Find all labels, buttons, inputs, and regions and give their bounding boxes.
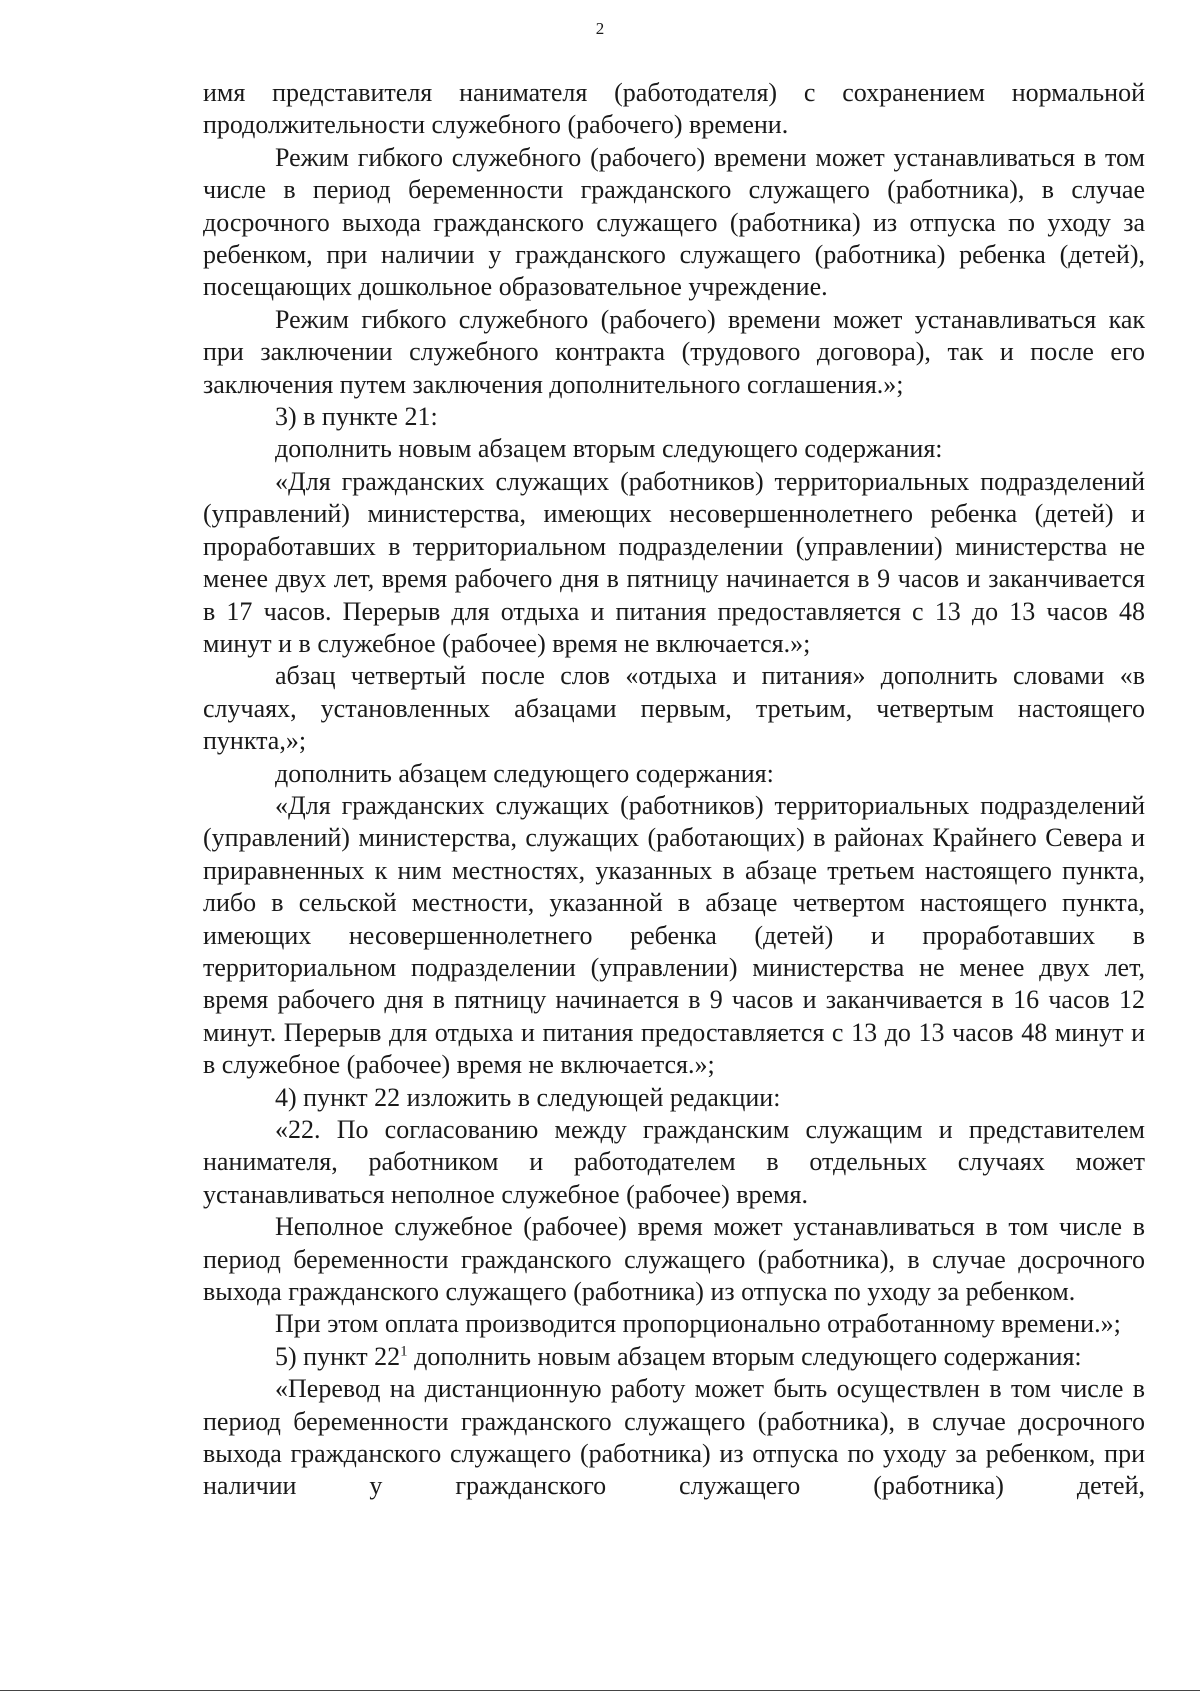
paragraph-1: имя представителя нанимателя (работодателя) с сохранением нормальной продолжительности служебного (рабочего) времени. [203,78,1145,140]
paragraph-15: «Перевод на дистанционную работу может быть осуществлен в том числе в период беременности гражданского служащего (работника), в случае досрочного выхода гражданского служащего (работника) из отпуска по уходу за ребенком, при наличии у гражданского служащего (работника) детей, [203,1374,1145,1501]
paragraph-14-before: 5) пункт 22 [275,1341,401,1371]
paragraph-6: «Для гражданских служащих (работников) территориальных подразделений (управлений) министерства, имеющих несовершеннолетнего ребенка (детей) и проработавших в территориальном подразделении (управлении) министерства не менее двух лет, время рабочего дня в пятницу начинается в 9 часов и заканчивается в 17 часов. Перерыв для отдыха и питания предоставляется с 13 до 13 часов 48 минут и в служебное (рабочее) время не включается.»; [203,466,1145,658]
paragraph-5: дополнить новым абзацем вторым следующего содержания: [275,434,943,464]
paragraph-14-after: дополнить новым абзацем вторым следующего содержания: [407,1341,1082,1371]
paragraph-14 [203,1341,1145,1373]
paragraph-9: «Для гражданских служащих (работников) территориальных подразделений (управлений) министерства, служащих (работающих) в районах Крайнего Севера и приравненных к ним местностях, указанных в абзаце третьем настоящего пункта, либо в сельской местности, указанной в абзаце четвертом настоящего пункта, имеющих несовершеннолетнего ребенка (детей) и проработавших в территориальном подразделении (управлении) министерства не менее двух лет, время рабочего дня в пятницу начинается в 9 часов и заканчивается в 16 часов 12 минут. Перерыв для отдыха и питания предоставляется с 13 до 13 часов 48 минут и в служебное (рабочее) время не включается.»; [203,790,1145,1080]
paragraph-13: При этом оплата производится пропорционально отработанному времени.»; [275,1309,1121,1339]
paragraph-8: дополнить абзацем следующего содержания: [275,758,774,788]
paragraph-12: Неполное служебное (рабочее) время может устанавливаться в том числе в период беременности гражданского служащего (работника), в случае досрочного выхода гражданского служащего (работника) из отпуска по уходу за ребенком. [203,1212,1145,1307]
document-body [203,77,1145,1503]
paragraph-14-superscript: 1 [400,1343,408,1360]
paragraph-11: «22. По согласованию между гражданским служащим и представителем нанимателя, работником и работодателем в отдельных случаях может устанавливаться неполное служебное (рабочее) время. [203,1115,1145,1209]
page-number: 2 [595,19,605,38]
paragraph-2: Режим гибкого служебного (рабочего) времени может устанавливаться в том числе в период беременности гражданского служащего (работника), в случае досрочного выхода гражданского служащего (работника) из отпуска по уходу за ребенком, при наличии у гражданского служащего (работника) ребенка (детей), посещающих дошкольное образовательное учреждение. [203,142,1145,302]
paragraph-4: 3) в пункте 21: [275,402,438,432]
paragraph-7: абзац четвертый после слов «отдыха и питания» дополнить словами «в случаях, установленных абзацами первым, третьим, четвертым настоящего пункта,»; [203,661,1145,756]
paragraph-10: 4) пункт 22 изложить в следующей редакции: [275,1082,781,1112]
bottom-rule [0,1690,1200,1691]
paragraph-3: Режим гибкого служебного (рабочего) времени может устанавливаться как при заключении служебного контракта (трудового договора), так и после его заключения путем заключения дополнительного соглашения.»; [203,304,1145,399]
